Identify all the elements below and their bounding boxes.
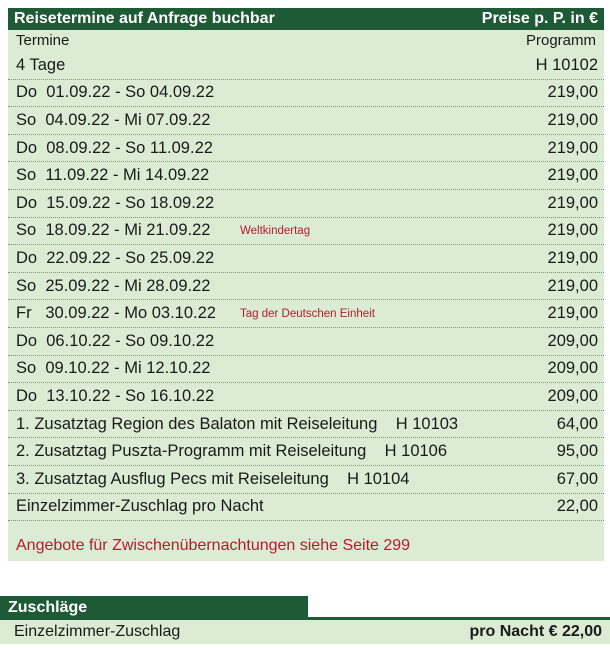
table-row — [8, 383, 604, 411]
row-value: 219,00 — [547, 166, 598, 185]
row-label: Do 08.09.22 - So 11.09.22 — [16, 138, 213, 157]
row-label: Fr 30.09.22 - Mo 03.10.22 — [16, 304, 216, 323]
table-row — [8, 52, 604, 80]
row-value: 219,00 — [547, 110, 598, 129]
row-label: Do 15.09.22 - So 18.09.22 — [16, 193, 215, 212]
dates-panel — [8, 8, 604, 561]
table-row — [8, 135, 604, 163]
table-row — [8, 218, 604, 246]
row-value: 209,00 — [547, 331, 598, 350]
surcharge-price: pro Nacht € 22,00 — [469, 623, 602, 640]
row-value: 209,00 — [547, 359, 598, 378]
row-note: Weltkindertag — [240, 224, 311, 237]
table-row — [8, 162, 604, 190]
row-label: Do 22.09.22 - So 25.09.22 — [16, 248, 215, 267]
dates-table — [8, 52, 604, 521]
column-header — [8, 30, 604, 50]
column-programm: Programm — [525, 31, 596, 49]
table-row — [8, 411, 604, 439]
row-label: So 04.09.22 - Mi 07.09.22 — [16, 110, 211, 129]
panel-header — [8, 8, 604, 30]
table-row — [8, 466, 604, 494]
row-label: Einzelzimmer-Zuschlag pro Nacht — [16, 497, 264, 516]
row-value: 67,00 — [556, 469, 598, 488]
row-value: 219,00 — [547, 138, 598, 157]
table-row — [8, 80, 604, 108]
row-value: H 10102 — [535, 55, 598, 74]
row-value: 64,00 — [556, 414, 598, 433]
price-note: Preise p. P. in € — [481, 10, 598, 27]
row-label: So 18.09.22 - Mi 21.09.22 — [16, 221, 211, 240]
table-row — [8, 245, 604, 273]
surcharge-item: Einzelzimmer-Zuschlag — [14, 623, 181, 640]
table-row — [8, 356, 604, 384]
table-row — [8, 273, 604, 301]
row-value: 95,00 — [556, 442, 598, 461]
row-label: Do 06.10.22 - So 09.10.22 — [16, 331, 215, 350]
row-label: 4 Tage — [16, 55, 66, 74]
table-row — [8, 494, 604, 522]
row-value: 209,00 — [547, 386, 598, 405]
row-label: 2. Zusatztag Puszta-Programm mit Reiseleitung H 10106 — [16, 442, 448, 461]
offer-note: Angebote für Zwischenübernachtungen siehe Seite 299 — [16, 537, 411, 554]
row-label: Do 13.10.22 - So 16.10.22 — [16, 386, 215, 405]
row-value: 219,00 — [547, 221, 598, 240]
surcharges-title: Zuschläge — [8, 599, 88, 616]
table-row — [8, 438, 604, 466]
row-label: Do 01.09.22 - So 04.09.22 — [16, 83, 215, 102]
column-termine: Termine — [16, 31, 70, 49]
surcharges-row — [0, 620, 610, 644]
row-note: Tag der Deutschen Einheit — [240, 307, 375, 320]
row-label: So 25.09.22 - Mi 28.09.22 — [16, 276, 211, 295]
row-value: 219,00 — [547, 304, 598, 323]
table-row — [8, 328, 604, 356]
row-label: So 11.09.22 - Mi 14.09.22 — [16, 166, 210, 185]
row-value: 22,00 — [556, 497, 598, 516]
table-row — [8, 190, 604, 218]
panel-title: Reisetermine auf Anfrage buchbar — [14, 10, 275, 27]
row-label: 3. Zusatztag Ausflug Pecs mit Reiseleitung H 10104 — [16, 469, 410, 488]
row-value: 219,00 — [547, 276, 598, 295]
table-row — [8, 300, 604, 328]
table-row — [8, 107, 604, 135]
surcharges-header — [0, 596, 308, 620]
row-value: 219,00 — [547, 248, 598, 267]
row-value: 219,00 — [547, 83, 598, 102]
row-value: 219,00 — [547, 193, 598, 212]
row-label: 1. Zusatztag Region des Balaton mit Reiseleitung H 10103 — [16, 414, 459, 433]
row-label: So 09.10.22 - Mi 12.10.22 — [16, 359, 211, 378]
